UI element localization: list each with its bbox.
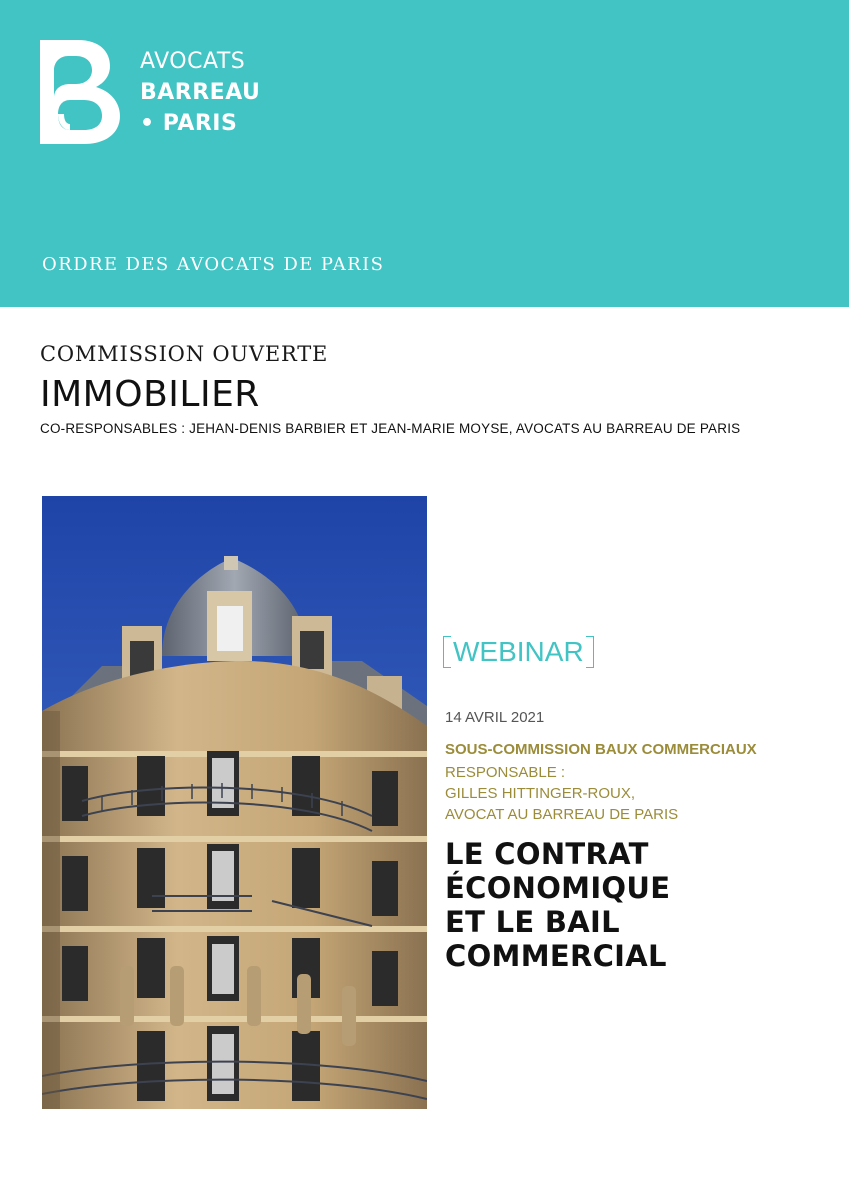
title-line: COMMERCIAL: [445, 939, 667, 973]
logo-line-avocats: AVOCATS: [140, 49, 246, 74]
logo-line-paris: • PARIS: [140, 111, 238, 136]
event-title: [445, 837, 670, 973]
ordre-label: ORDRE DES AVOCATS DE PARIS: [42, 254, 385, 275]
co-responsables: CO-RESPONSABLES : JEHAN-DENIS BARBIER ET JEAN-MARIE MOYSE, AVOCATS AU BARREAU DE PARIS: [40, 421, 741, 436]
responsable-block: [445, 762, 678, 825]
bracket-right: [586, 636, 594, 668]
event-date: 14 AVRIL 2021: [445, 709, 545, 726]
title-line: ÉCONOMIQUE: [445, 871, 671, 905]
webinar-label: WEBINAR: [453, 636, 584, 667]
commission-name: IMMOBILIER: [40, 374, 260, 415]
webinar-tag: [443, 636, 594, 668]
bracket-left: [443, 636, 451, 668]
responsable-line: AVOCAT AU BARREAU DE PARIS: [445, 806, 679, 823]
barreau-b-logo-icon: [40, 40, 120, 144]
logo-wordmark: [140, 46, 260, 139]
responsable-line: RESPONSABLE :: [445, 764, 566, 781]
responsable-line: GILLES HITTINGER-ROUX,: [445, 785, 636, 802]
sous-commission: SOUS-COMMISSION BAUX COMMERCIAUX: [445, 741, 757, 758]
title-line: ET LE BAIL: [445, 905, 620, 939]
commission-label: COMMISSION OUVERTE: [40, 342, 329, 366]
logo-line-barreau: BARREAU: [140, 80, 261, 105]
building-photo: [42, 496, 427, 1109]
title-line: LE CONTRAT: [445, 837, 649, 871]
header-banner: [0, 0, 849, 307]
